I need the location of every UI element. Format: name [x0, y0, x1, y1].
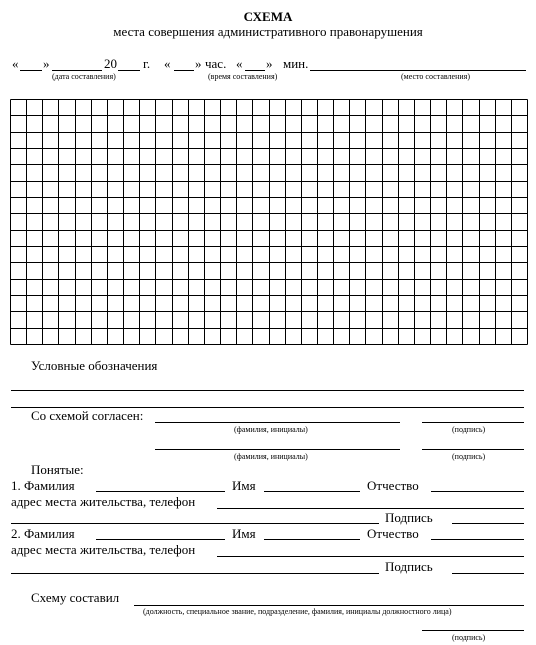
witness-2-name-field[interactable]: [264, 539, 360, 540]
minute-label: мин.: [283, 56, 309, 71]
agreement-name-field-2[interactable]: [155, 449, 400, 450]
hour-label: час.: [205, 56, 227, 71]
legend-line-1[interactable]: [11, 390, 524, 391]
witness-2-address-field[interactable]: [217, 556, 524, 557]
caption-sign-1: (подпись): [452, 425, 486, 434]
witness-2-address-label: адрес места жительства, телефон: [11, 542, 196, 557]
witness-1-address-field[interactable]: [217, 508, 524, 509]
agreement-label: Со схемой согласен:: [31, 408, 144, 423]
compiler-position-field[interactable]: [134, 605, 524, 606]
witness-1-patronymic-label: Отчество: [367, 478, 419, 493]
day-open-quote: «: [12, 56, 19, 71]
year-prefix: 20: [104, 56, 117, 71]
year-suffix: г.: [143, 56, 151, 71]
month-field[interactable]: [52, 70, 102, 71]
agreement-name-field-1[interactable]: [155, 422, 400, 423]
caption-compiler-sign: (подпись): [452, 633, 486, 642]
hour-open-quote: «: [164, 56, 171, 71]
witness-1-name-label: Имя: [232, 478, 256, 493]
day-field[interactable]: [20, 70, 42, 71]
year-field[interactable]: [118, 70, 140, 71]
caption-place: (место составления): [401, 72, 470, 81]
hour-close-quote: »: [195, 56, 202, 71]
witness-2-patronymic-field[interactable]: [431, 539, 524, 540]
caption-position: (должность, специальное звание, подразделение, фамилия, инициалы должностного лица): [143, 607, 452, 616]
caption-sign-2: (подпись): [452, 452, 486, 461]
witness-1-surname-label: 1. Фамилия: [11, 478, 75, 493]
witnesses-label: Понятые:: [31, 462, 84, 477]
witness-2-patronymic-label: Отчество: [367, 526, 419, 541]
witness-1-surname-field[interactable]: [96, 491, 225, 492]
witness-2-signature-field[interactable]: [452, 573, 524, 574]
witness-2-surname-label: 2. Фамилия: [11, 526, 75, 541]
caption-time: (время составления): [208, 72, 278, 81]
witness-1-signature-field[interactable]: [452, 523, 524, 524]
compiler-sign-field[interactable]: [422, 630, 524, 631]
caption-date: (дата составления): [52, 72, 116, 81]
witness-1-patronymic-field[interactable]: [431, 491, 524, 492]
scheme-drawing-grid[interactable]: [10, 99, 528, 345]
witness-2-signature-label: Подпись: [385, 559, 433, 574]
compiler-label: Схему составил: [31, 590, 120, 605]
witness-2-surname-field[interactable]: [96, 539, 225, 540]
minute-field[interactable]: [245, 70, 265, 71]
minute-close-quote: »: [266, 56, 273, 71]
agreement-sign-field-2[interactable]: [422, 449, 524, 450]
minute-open-quote: «: [236, 56, 243, 71]
witness-1-address-label: адрес места жительства, телефон: [11, 494, 196, 509]
form-subtitle: места совершения административного правонарушения: [113, 24, 423, 39]
hour-field[interactable]: [174, 70, 194, 71]
witness-1-name-field[interactable]: [264, 491, 360, 492]
legend-label: Условные обозначения: [31, 358, 158, 373]
witness-1-signature-label: Подпись: [385, 510, 433, 525]
caption-name-2: (фамилия, инициалы): [234, 452, 308, 461]
form-title: СХЕМА: [243, 9, 293, 24]
witness-1-address-field-2[interactable]: [11, 523, 379, 524]
witness-2-address-field-2[interactable]: [11, 573, 379, 574]
caption-name-1: (фамилия, инициалы): [234, 425, 308, 434]
witness-2-name-label: Имя: [232, 526, 256, 541]
place-field[interactable]: [310, 70, 526, 71]
agreement-sign-field-1[interactable]: [422, 422, 524, 423]
day-close-quote: »: [43, 56, 50, 71]
